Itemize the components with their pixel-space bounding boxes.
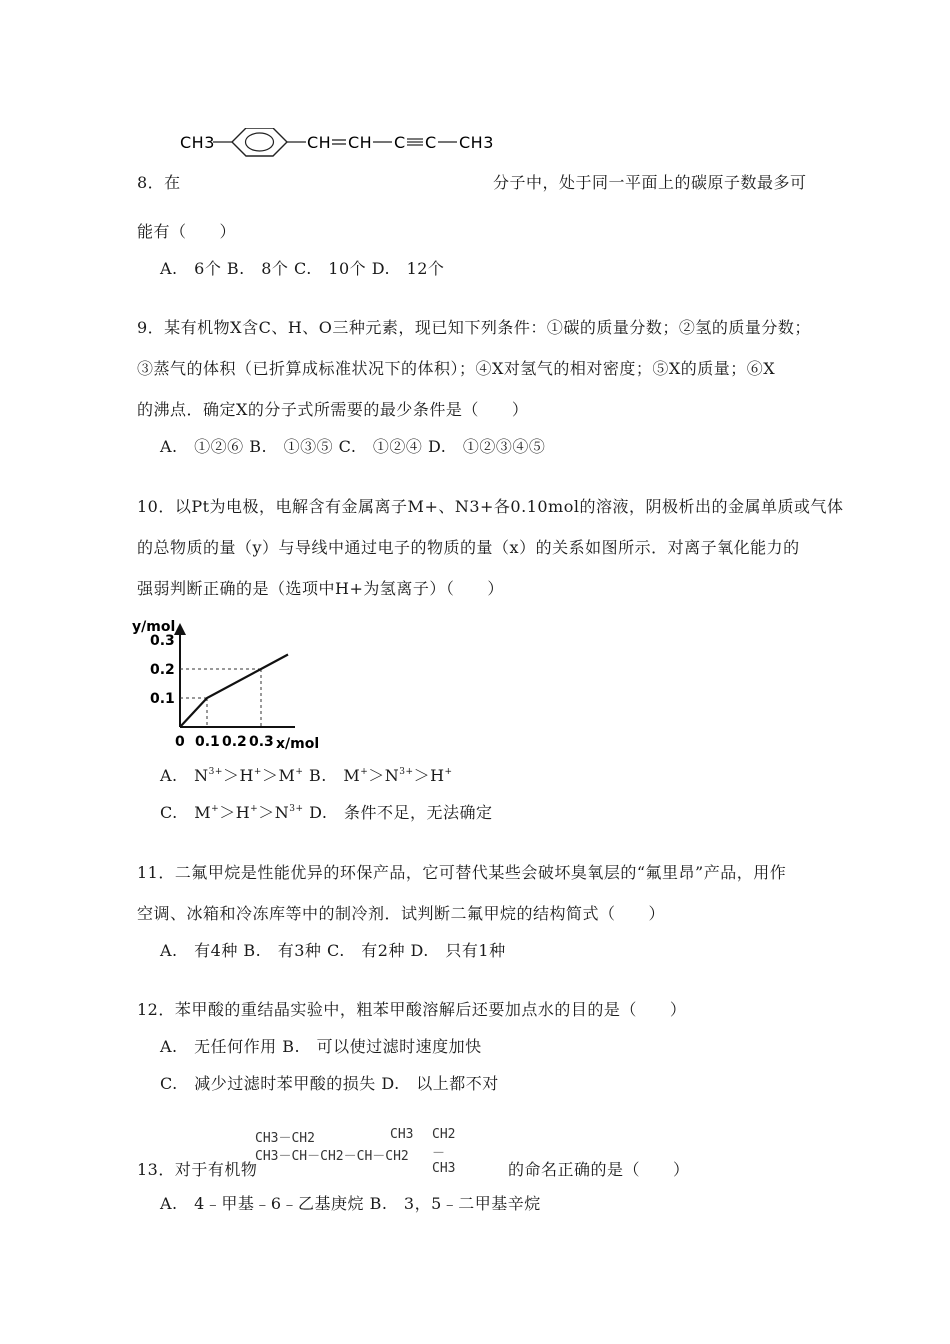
q8-structure <box>180 128 510 182</box>
q12-option-c: C. 减少过滤时苯甲酸的损失 D. 以上都不对 <box>160 1074 499 1093</box>
q13-options: A. 4﹣甲基﹣6﹣乙基庚烷 B. 3，5﹣二甲基辛烷 <box>160 1194 541 1213</box>
q13-top-left: CH3－CH2 <box>255 1131 315 1146</box>
x-axis-label: x/mol <box>276 736 320 752</box>
q13-structure <box>255 1127 456 1176</box>
benzene-ring-icon <box>232 128 287 156</box>
q12-line1: 12．苯甲酸的重结晶实验中，粗苯甲酸溶解后还要加点水的目的是（ ） <box>137 1000 687 1019</box>
q10-option-a: A. $N^{3+}>H^+>M^+$ B. $M^+>N^{3+}>H^+$ <box>160 766 453 785</box>
q10-line2: 的总物质的量（y）与导线中通过电子的物质的量（x）的关系如图所示．对离子氧化能力的 <box>137 538 800 557</box>
x-tick-label: 0.2 <box>222 734 247 750</box>
q13-suffix: 的命名正确的是（ ） <box>508 1160 690 1179</box>
q10-chart <box>130 615 330 759</box>
q9-line3: 的沸点．确定X的分子式所需要的最少条件是（ ） <box>137 400 529 419</box>
y-tick-label: 0.3 <box>150 633 175 649</box>
formula-c-2: C <box>425 133 437 152</box>
formula-c-1: C <box>394 133 406 152</box>
x-tick-label: 0.1 <box>195 734 220 750</box>
q11-options: A. 有4种 B. 有3种 C. 有2种 D. 只有1种 <box>160 941 506 960</box>
q12-option-a: A. 无任何作用 B. 可以使过滤时速度加快 <box>160 1037 482 1056</box>
y-tick-label: 0.1 <box>150 691 175 707</box>
q8-options: A. 6个 B. 8个 C. 10个 D. 12个 <box>160 259 445 278</box>
methylbenzene-structure-diagram <box>180 128 510 178</box>
q13-main-chain: CH3－CH－CH2－CH－CH2 <box>255 1149 409 1164</box>
q8-line2: 能有（ ） <box>137 222 237 241</box>
q11-line2: 空调、冰箱和冷冻库等中的制冷剂．试判断二氟甲烷的结构简式（ ） <box>137 904 666 923</box>
y-axis-label: y/mol <box>132 619 176 635</box>
q13-top-mid: CH3 <box>390 1127 414 1142</box>
formula-ch3-right: CH3 <box>459 133 494 152</box>
q9-line1: 9．某有机物X含C、H、O三种元素，现已知下列条件：①碳的质量分数；②氢的质量分数； <box>137 318 811 337</box>
q8-suffix: 分子中，处于同一平面上的碳原子数最多可 <box>493 173 807 192</box>
y-tick-label: 0.2 <box>150 662 175 678</box>
electrolysis-line-chart <box>130 615 330 755</box>
q8-prefix: 8．在 <box>137 173 181 192</box>
x-tick-label: 0.3 <box>249 734 274 750</box>
formula-ch-1: CH <box>307 133 332 152</box>
q11-line1: 11．二氟甲烷是性能优异的环保产品，它可替代某些会破坏臭氧层的“氟里昂”产品，用作 <box>137 863 787 882</box>
q10-line3: 强弱判断正确的是（选项中H+为氢离子）（ ） <box>137 579 504 598</box>
q13-top-right: CH2－CH3 <box>432 1127 456 1176</box>
q10-line1: 10．以Pt为电极，电解含有金属离子M+、N3+各0.10mol的溶液，阴极析出的金属单质或气体 <box>137 497 844 516</box>
q9-options: A. ①②⑥ B. ①③⑤ C. ①②④ D. ①②③④⑤ <box>160 437 546 456</box>
origin-label: 0 <box>175 734 185 750</box>
q10-option-c: C. $M^+>H^+>N^{3+}$ D. 条件不足，无法确定 <box>160 803 493 822</box>
data-series-line <box>180 655 288 728</box>
formula-ch3-left: CH3 <box>180 133 215 152</box>
q9-line2: ③蒸气的体积（已折算成标准状况下的体积）；④X对氢气的相对密度；⑤X的质量；⑥X <box>137 359 776 378</box>
q13-prefix: 13．对于有机物 <box>137 1160 258 1179</box>
formula-ch-2: CH <box>348 133 373 152</box>
